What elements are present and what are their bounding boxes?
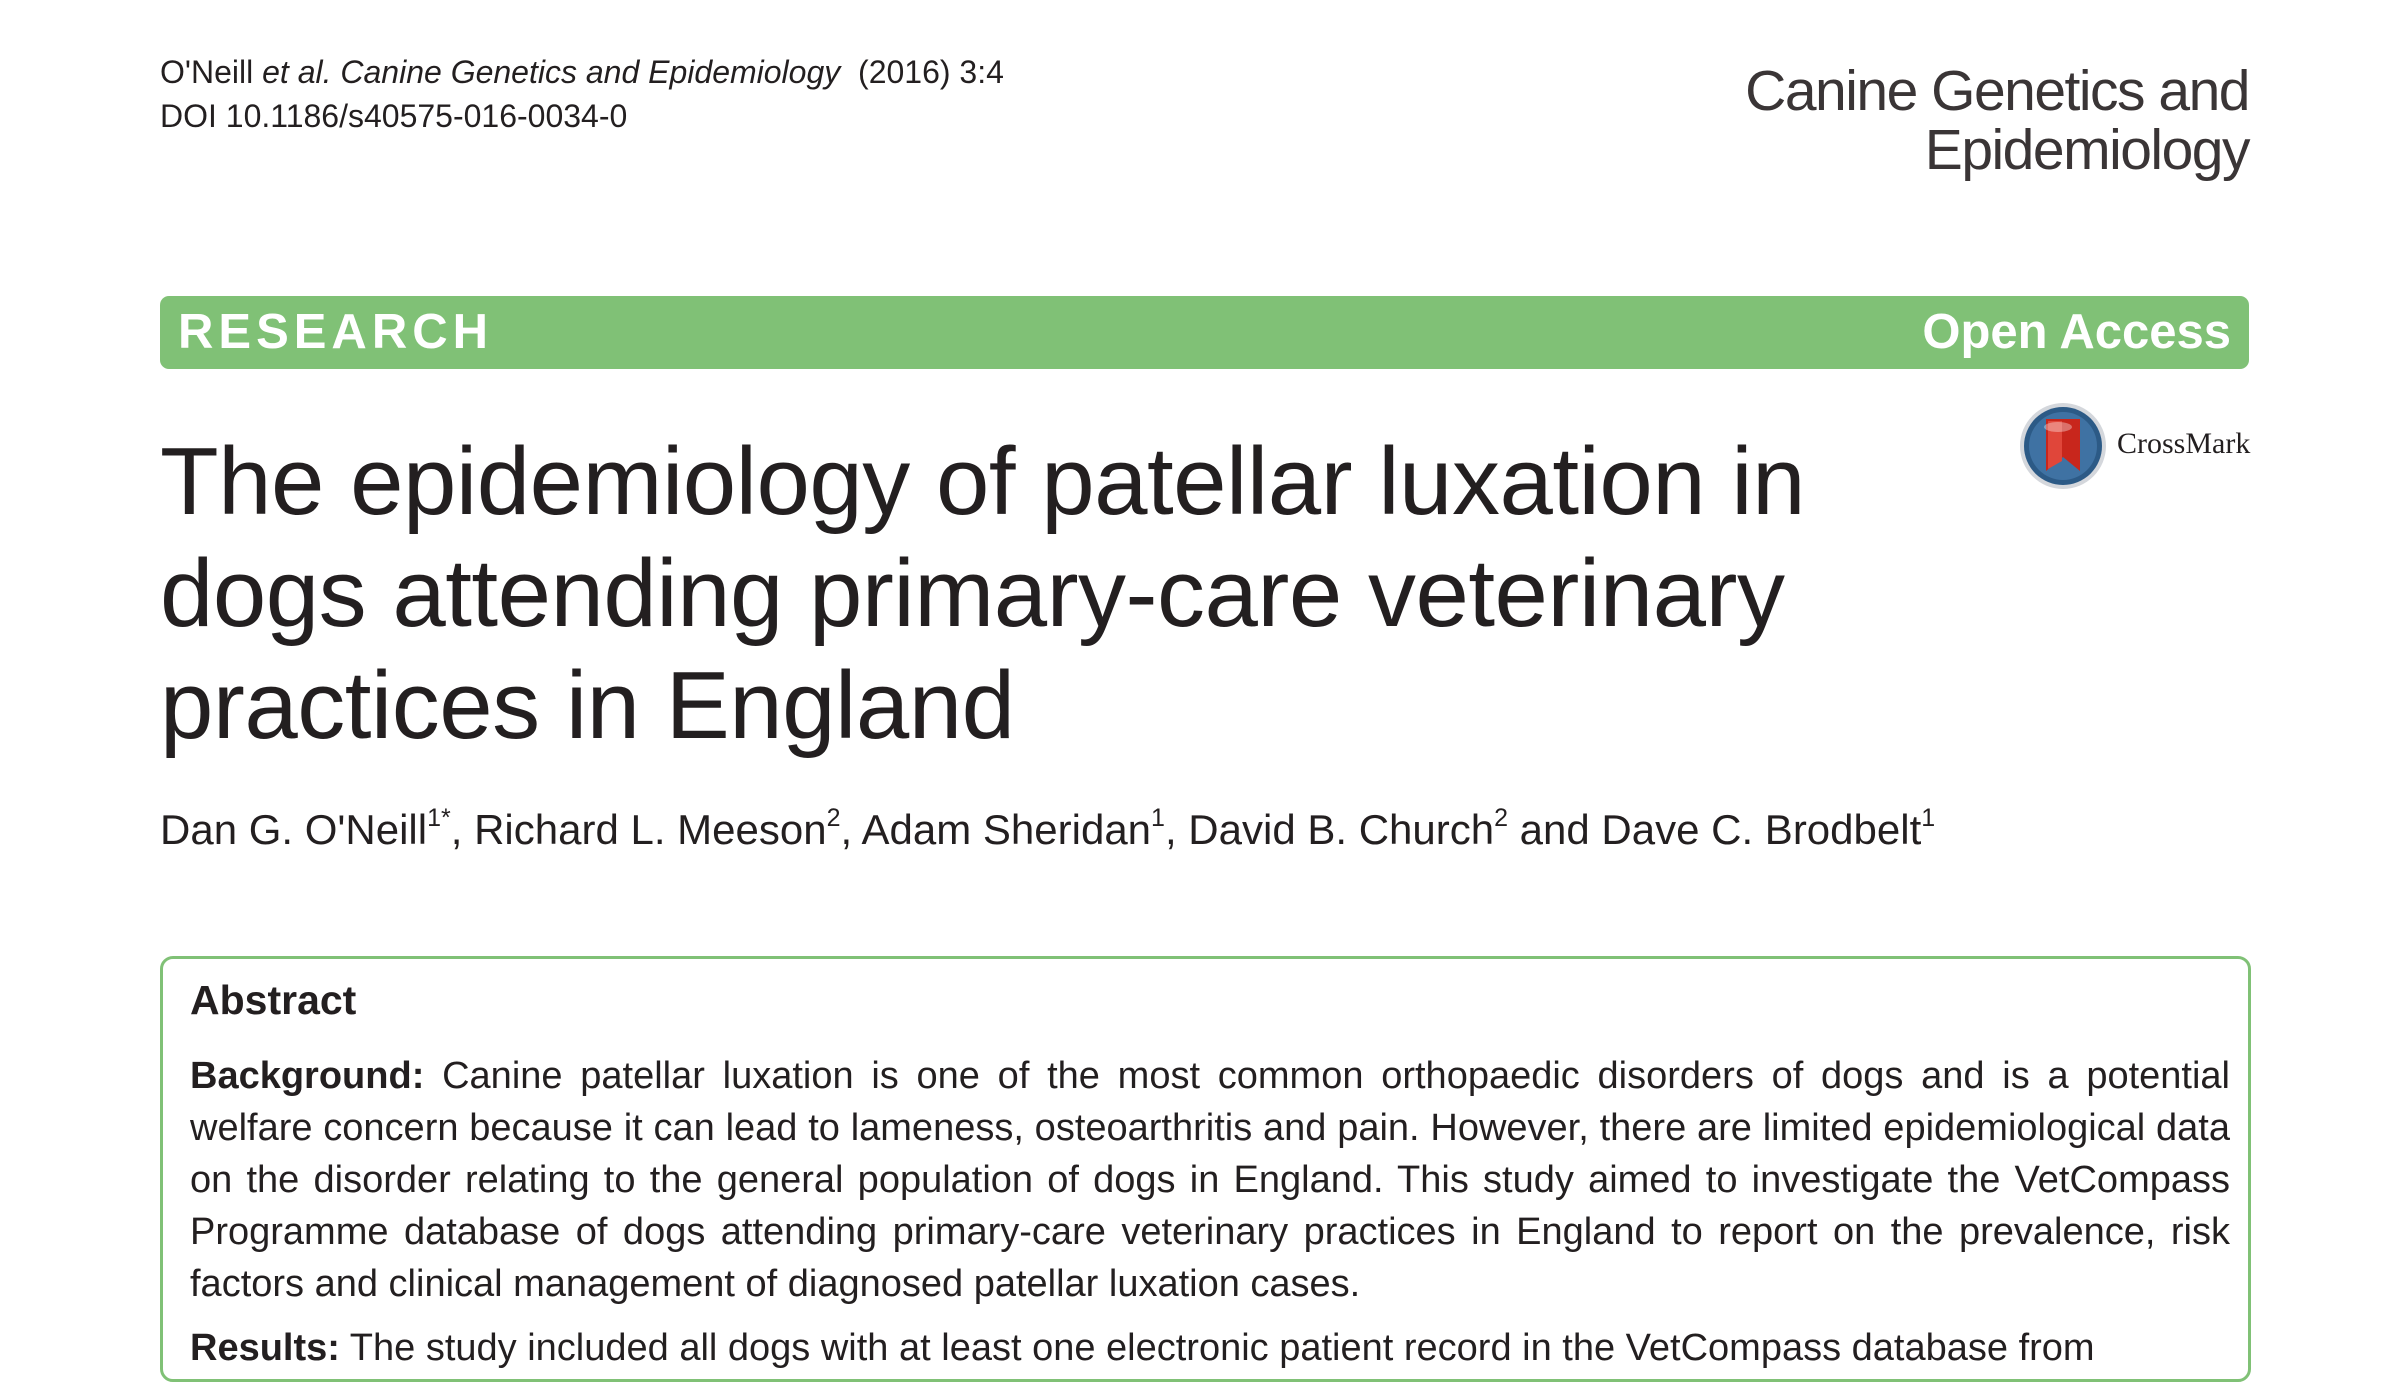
author-name[interactable]: David B. Church	[1188, 806, 1495, 853]
author-list	[160, 800, 1935, 860]
journal-logo[interactable]	[1745, 59, 2249, 182]
author-separator: ,	[1164, 806, 1189, 853]
background-text: Canine patellar luxation is one of the most common orthopaedic disorders of dogs and is a potential welfare concern because it can lead to lameness, osteoarthritis and pain. However, there are limited epidemiological data on the disorder relating to the general population of dogs in England. This study aimed to investigate the VetCompass Programme database of dogs attending primary-care veterinary practices in England to report on the prevalence, risk factors and clinical management of diagnosed patellar luxation cases.	[190, 1055, 2231, 1305]
author-affiliation: 2	[826, 804, 841, 832]
citation-doi[interactable]: DOI 10.1186/s40575-016-0034-0	[160, 98, 628, 134]
citation-line	[160, 50, 1004, 94]
author-separator: and	[1508, 806, 1602, 853]
author-affiliation: 1*	[427, 804, 451, 832]
abstract-heading: Abstract	[190, 977, 357, 1023]
citation-journal: Canine Genetics and Epidemiology	[340, 54, 841, 90]
abstract-results	[190, 1322, 2230, 1374]
citation-author: O'Neill	[160, 54, 254, 90]
author-affiliation: 1	[1151, 804, 1165, 832]
article-type-banner	[160, 296, 2249, 369]
article-title: The epidemiology of patellar luxation in dogs attending primary-care veterinary practices in England	[160, 428, 1805, 759]
author-name[interactable]: Adam Sheridan	[861, 806, 1152, 853]
author-separator: ,	[840, 806, 862, 853]
author-affiliation: 2	[1494, 804, 1508, 832]
crossmark-label[interactable]: CrossMark	[2117, 427, 2251, 460]
author-separator: ,	[450, 806, 475, 853]
results-label: Results:	[190, 1327, 340, 1369]
results-text: The study included all dogs with at least one electronic patient record in the VetCompass database from	[349, 1327, 2095, 1369]
citation	[160, 50, 1004, 138]
abstract-box	[160, 956, 2251, 1382]
citation-etal: et al.	[262, 54, 332, 90]
journal-logo-line2: Epidemiology	[1924, 118, 2249, 182]
open-access-label: Open Access	[1922, 305, 2231, 359]
author-name[interactable]: Dave C. Brodbelt	[1601, 806, 1922, 853]
background-label: Background:	[190, 1055, 425, 1097]
author-name[interactable]: Richard L. Meeson	[474, 806, 827, 853]
citation-volume: (2016) 3:4	[858, 54, 1004, 90]
author-affiliation: 1	[1921, 804, 1936, 832]
journal-logo-line1: Canine Genetics and	[1745, 59, 2249, 123]
crossmark-icon[interactable]	[2018, 401, 2108, 491]
abstract-background	[190, 1050, 2230, 1310]
section-label: RESEARCH	[178, 305, 493, 359]
author-name[interactable]: Dan G. O'Neill	[160, 806, 428, 853]
